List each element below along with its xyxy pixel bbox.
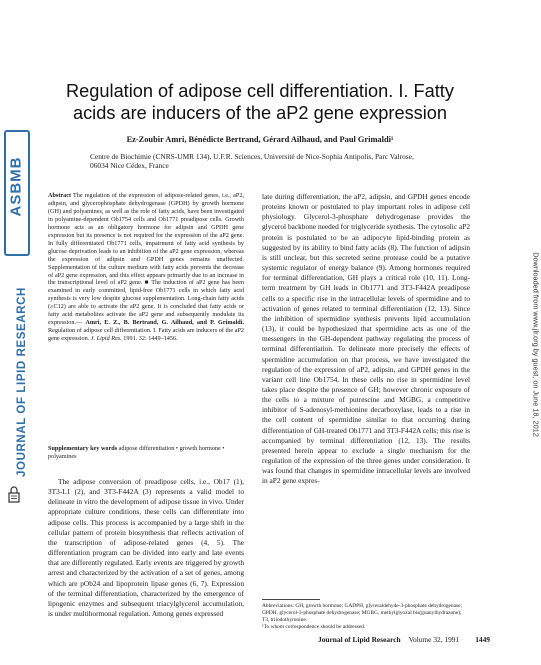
page-footer (318, 635, 490, 644)
abstract (48, 192, 244, 343)
footnote-abbreviations: Abbreviations: GH, growth hormone; GADPH, glyceraldehyde-3-phosphate dehydrogenase; GPDH, glycerol-3-phosphate dehydrogenase; MGBG, methylglyoxal bis(guanylhydrazone); T3, triiodothyronine. (262, 603, 463, 623)
abstract-label: Abstract (48, 192, 72, 199)
footer-volume: Volume 32, 1991 (408, 635, 460, 644)
citation-authors: Amri, E. Z., B. Bertrand, G. Ailhaud, and P. Grimaldi. (85, 319, 245, 327)
intro-paragraph-left: The adipose conversion of preadipose cells, i.e., Ob17 (1), 3T3-L1 (2), and 3T3-F442A (3) represents a valid model to delineate in vitro the development of adipose tissue in vivo. Under appropriate culture conditions, these cells can differentiate into adipose cells. This process is accompanied by a large shift in the cellular pattern of protein biosynthesis that reflects activation of the transcription of adipose-related genes (4, 5). The differentiation program can be divided into early and late events that are differently regulated. Early events are triggered by growth arrest and characterized by the activation of a set of genes, among which are pOb24 and lipoprotein lipase genes (6, 7). Expression of the terminal differentiation, characterized by the emergence of lipogenic enzymes and subsequent triacylglycerol accumulation, is under multihormonal regulation. Among genes expressed (48, 477, 244, 619)
citation-title: Regulation of adipose cell differentiation. I. Fatty acids are inducers of the aP2 gene expression. (48, 327, 244, 343)
download-note: Downloaded from www.jlr.org by guest, on June 18, 2012 (531, 252, 541, 437)
affiliation: Centre de Biochimie (CNRS-UMR 134), U.F.R. Sciences, Université de Nice-Sophia Antipolis, Parc Valrose, 06034 Nice Cédex, France (90, 152, 414, 170)
citation-journal: J. Lipid Res. (90, 335, 122, 343)
footnote-rule (262, 599, 320, 600)
keywords (48, 445, 244, 461)
footnotes (262, 603, 470, 631)
citation-volume: 1991. 32: 1449–1456. (123, 335, 178, 343)
footer-journal: Journal of Lipid Research (318, 635, 401, 644)
abstract-text: The regulation of the expression of adipose-related genes, i.e., aP2, adipsin, and glycerophosphate dehydrogenase (GPDH) by growth hormone (GH) and polyamines, as well as the role of fatty acids, have been investigated in polyamine-dependent Ob1754 cells and Ob1771 preadipose cells. Growth hormone acts as an obligatory hormone for adipsin and GPDH gene expression but its presence is not required for the expression of the aP2 gene. In fully differentiated Ob1771 cells, impairment of fatty acid synthesis by glucose deprivation leads to an inhibition of the aP2 gene expression, whereas the expression of adipsin and GPDH genes remains unaffected. Supplementation of the culture medium with fatty acids prevents the decrease of aP2 gene expression, and this effect appears primarily due to an increase in the transcriptional level of aP2 gene. ■ The induction of aP2 gene has been examined in early committed, lipid-free Ob1771 cells in which fatty acid synthesis is very low despite glucose supplementation. Long-chain fatty acids (≥C12) are able to activate the aP2 gene. It is concluded that fatty acids or fatty acid metabolites activate the aP2 gene and subsequently modulate its expression.— (48, 192, 245, 327)
keywords-text: adipose differentiation • growth hormone • polyamines (48, 445, 225, 460)
title-line-1: Regulation of adipose cell differentiation. I. Fatty (66, 81, 454, 101)
article-title (40, 80, 480, 124)
keywords-label: Supplementary key words (48, 445, 118, 452)
intro-paragraph-right: late during differentiation, the aP2, adipsin, and GPDH genes encode proteins known or postulated to play important roles in adipose cell physiology. Glycerol-3-phosphate dehydrogenase provides the glycerol backbone needed for triglyceride synthesis. The cytosolic aP2 protein is postulated to be an adipocyte lipid-binding protein as suggested by its ability to bind fatty acids (8). The function of adipsin is still unclear, but this secreted serine protease could be a putative systemic regulator of energy balance (9). Among hormones required for terminal differentiation, GH plays a critical role (10, 11). Long-term treatment by GH leads in Ob1771 and 3T3-F442A preadipose cells to a specific rise in the intracellular levels of spermidine and to activation of genes related to terminal differentiation (12, 13). Since the inhibition of spermidine synthesis prevents lipid accumulation (13), it could be hypothesized that spermidine acts as one of the messengers in the GH-dependent pathway regulating the process of terminal differentiation. To delineate more precisely the effects of spermidine accumulation on that process, we have investigated the regulation of the expression of aP2, adipsin, and GPDH genes in the variant cell line Ob1754. In these cells no rise in spermidine level takes place despite the presence of GH; however chronic exposure of the cells to a mixture of putrescine and MGBG, a competitive inhibitor of S-adenosyl-methionine decarboxylase, leads to a rise in the cell content of spermidine similar to that occurring during differentiation of GH-treated Ob1771 and 3T3-F442A cells; this rise is accompanied by terminal differentiation (12, 13). The results presented herein appear to exclude a single mechanism for the regulation of the expression of the three genes under consideration. It was found that changes in spermidine intracellular levels are involved in aP2 gene expres- (262, 192, 470, 486)
authors: Ez-Zoubir Amri, Bénédicte Bertrand, Gérard Ailhaud, and Paul Grimaldi¹ (126, 135, 394, 144)
lock-icon (8, 485, 20, 503)
footnote-correspondence: ¹To whom correspondence should be addressed. (262, 624, 366, 630)
title-line-2: acids are inducers of the aP2 gene expression (72, 103, 448, 123)
page-number: 1449 (475, 635, 490, 644)
asbmb-logo: ASBMB (7, 156, 25, 217)
journal-side-label: JOURNAL OF LIPID RESEARCH (16, 287, 28, 477)
